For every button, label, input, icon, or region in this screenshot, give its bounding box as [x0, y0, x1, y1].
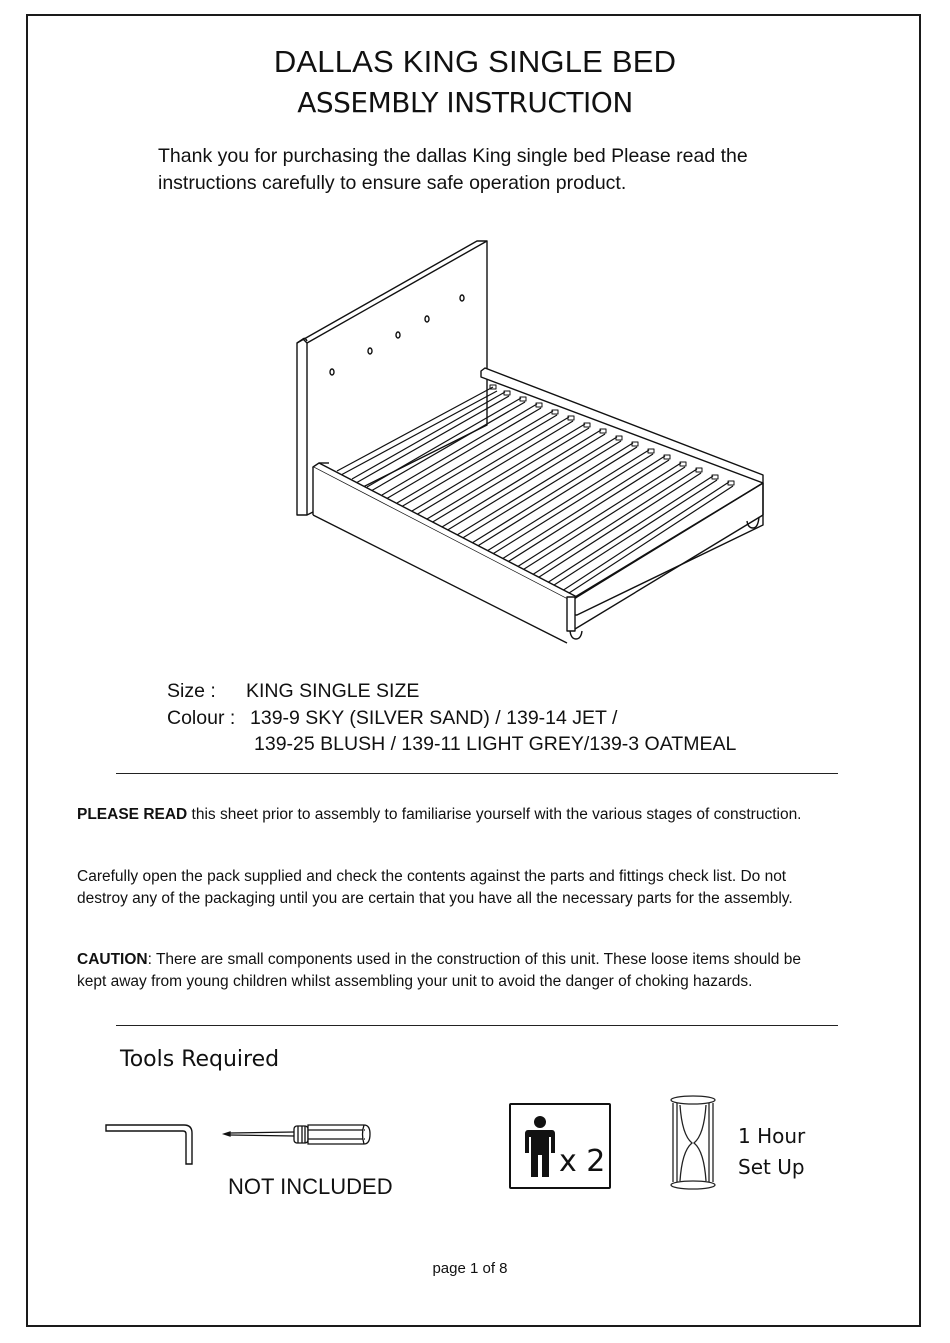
- please-read-notice: [77, 804, 897, 826]
- check-contents-notice: [77, 866, 897, 910]
- bed-frame-illustration: [285, 225, 785, 645]
- colour-line-2: 139-25 BLUSH / 139-11 LIGHT GREY/139-3 OATMEAL: [254, 733, 737, 755]
- please-read-text: this sheet prior to assembly to familiarise yourself with the various stages of construction.: [187, 806, 802, 823]
- allen-key-icon: [104, 1122, 196, 1168]
- divider: [116, 1025, 838, 1026]
- screwdriver-icon: [220, 1120, 380, 1150]
- tools-required-heading: Tools Required: [120, 1047, 280, 1072]
- caution-line-1: : There are small components used in the construction of this unit. These loose items should be: [147, 951, 801, 968]
- caution-notice: [77, 949, 897, 993]
- colour-label: Colour :: [167, 707, 236, 729]
- intro-line-2: instructions carefully to ensure safe operation product.: [158, 172, 627, 194]
- intro-line-1: Thank you for purchasing the dallas King single bed Please read the: [158, 145, 748, 167]
- check-line-1: Carefully open the pack supplied and check the contents against the parts and fittings check list. Do not: [77, 868, 787, 885]
- hourglass-icon: [668, 1095, 718, 1191]
- size-spec: [167, 680, 419, 703]
- page-number: page 1 of 8: [432, 1260, 508, 1277]
- person-count: x 2: [559, 1144, 606, 1179]
- divider: [116, 773, 838, 774]
- colour-spec: [167, 707, 617, 730]
- please-read-bold: PLEASE READ: [77, 806, 188, 823]
- size-value: KING SINGLE SIZE: [246, 680, 420, 702]
- document-title: DALLAS KING SINGLE BED: [273, 44, 677, 79]
- size-label: Size :: [167, 680, 216, 702]
- intro-text: [158, 143, 858, 197]
- setup-time-line-1: 1 Hour: [738, 1124, 806, 1148]
- two-person-icon: [509, 1103, 611, 1189]
- setup-time: [738, 1121, 805, 1183]
- check-line-2: destroy any of the packaging until you are certain that you have all the necessary parts for the assembly.: [77, 890, 793, 907]
- caution-bold: CAUTION: [77, 951, 148, 968]
- not-included-label: NOT INCLUDED: [228, 1174, 393, 1199]
- caution-line-2: kept away from young children whilst assembling your unit to avoid the danger of choking hazards.: [77, 973, 753, 990]
- document-subtitle: ASSEMBLY INSTRUCTION: [297, 86, 633, 119]
- colour-line-1: 139-9 SKY (SILVER SAND) / 139-14 JET /: [250, 707, 618, 729]
- setup-time-line-2: Set Up: [738, 1155, 805, 1179]
